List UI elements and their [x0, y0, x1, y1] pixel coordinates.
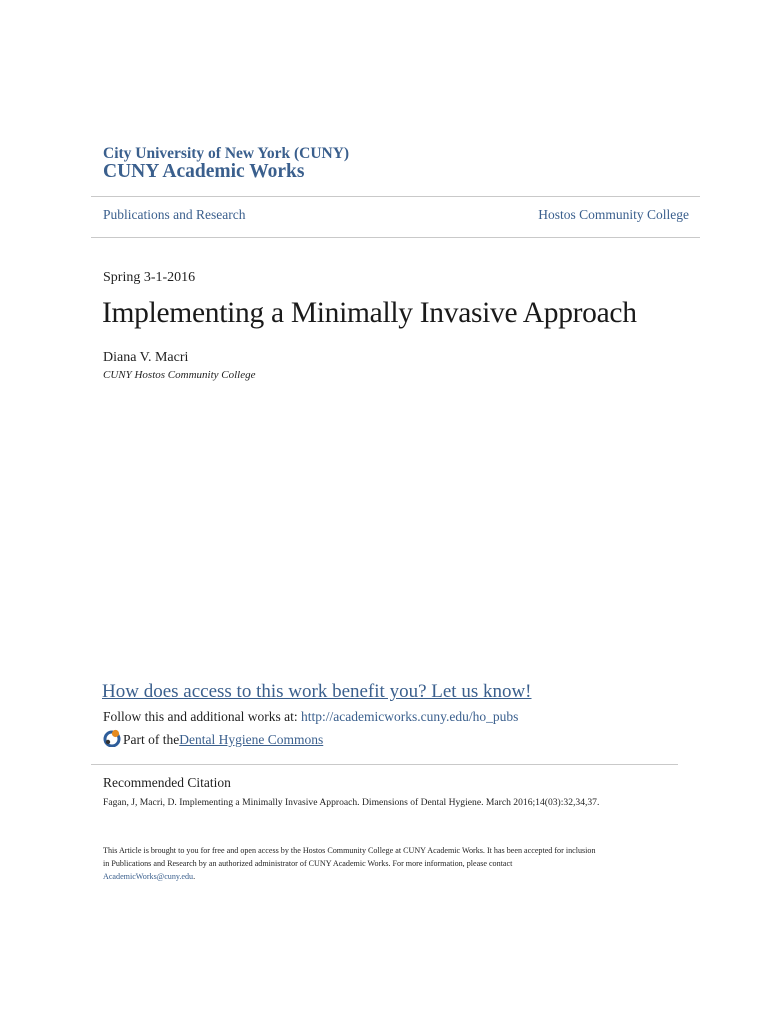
author-name: Diana V. Macri	[103, 350, 189, 365]
divider-series	[91, 237, 700, 238]
notice-line-2: in Publications and Research by an authorized administrator of CUNY Academic Works. For more information, please contact	[103, 859, 513, 868]
follow-line	[103, 709, 518, 725]
access-notice	[103, 844, 683, 883]
part-of-line	[103, 731, 323, 749]
feedback-link[interactable]: How does access to this work benefit you? Let us know!	[102, 681, 532, 702]
notice-period: .	[193, 872, 196, 881]
institution-link[interactable]: Hostos Community College	[538, 207, 689, 222]
contact-email-link[interactable]: AcademicWorks@cuny.edu	[103, 872, 194, 881]
part-of-label: Part of the	[123, 732, 180, 747]
divider-citation	[91, 764, 678, 765]
citation-text: Fagan, J, Macri, D. Implementing a Minimally Invasive Approach. Dimensions of Dental Hygiene. March 2016;14(03):32,34,37.	[103, 797, 600, 808]
collection-url-link[interactable]: http://academicworks.cuny.edu/ho_pubs	[301, 709, 519, 724]
author-affiliation: CUNY Hostos Community College	[103, 369, 256, 381]
publication-date: Spring 3-1-2016	[103, 270, 196, 285]
notice-line-3	[103, 870, 683, 883]
university-name[interactable]: City University of New York (CUNY)	[103, 145, 350, 162]
follow-label: Follow this and additional works at:	[103, 709, 301, 724]
notice-line-1: This Article is brought to you for free and open access by the Hostos Community College at CUNY Academic Works. It has been accepted for inclusion	[103, 846, 596, 855]
network-commons-icon	[103, 729, 121, 747]
repository-name[interactable]: CUNY Academic Works	[103, 161, 305, 182]
series-link[interactable]: Publications and Research	[103, 207, 246, 222]
divider-top	[91, 196, 700, 197]
citation-heading: Recommended Citation	[103, 775, 231, 790]
dental-hygiene-commons-link[interactable]: Dental Hygiene Commons	[179, 732, 324, 747]
document-title: Implementing a Minimally Invasive Approach	[102, 297, 637, 329]
